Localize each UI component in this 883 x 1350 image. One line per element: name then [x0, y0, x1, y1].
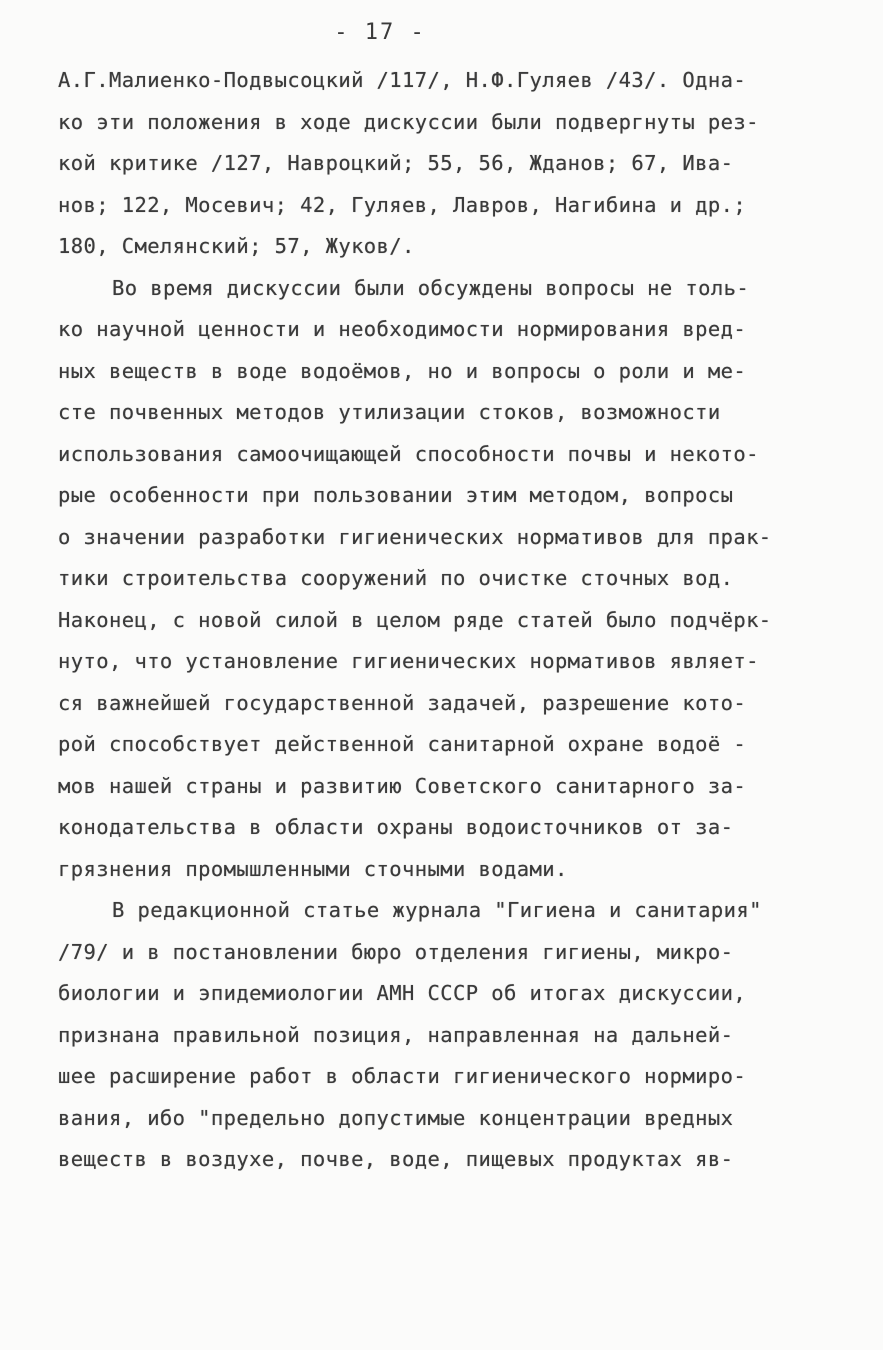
- text-line: А.Г.Малиенко-Подвысоцкий /117/, Н.Ф.Гуляев /43/. Одна-: [58, 68, 747, 92]
- text-line: использования самоочищающей способности почвы и некото-: [58, 441, 759, 466]
- text-line: ных веществ в воде водоёмов, но и вопросы о роли и ме-: [58, 358, 747, 383]
- body-text: [58, 60, 858, 1181]
- text-line: признана правильной позиция, направленная на дальней-: [58, 1022, 734, 1047]
- text-line: Во время дискуссии были обсуждены вопросы не толь-: [112, 275, 750, 300]
- text-line: рые особенности при пользовании этим методом, вопросы: [58, 483, 734, 507]
- text-line: тики строительства сооружений по очистке сточных вод.: [58, 566, 734, 590]
- paragraph-3: [58, 890, 858, 1181]
- text-line: ся важнейшей государственной задачей, разрешение кото-: [58, 690, 747, 715]
- text-line: Наконец, с новой силой в целом ряде статей было подчёрк-: [58, 607, 772, 632]
- text-line: шее расширение работ в области гигиенического нормиро-: [58, 1064, 747, 1088]
- text-line: мов нашей страны и развитию Советского санитарного за-: [58, 773, 747, 798]
- text-line: вания, ибо "предельно допустимые концентрации вредных: [58, 1105, 734, 1130]
- text-line: биологии и эпидемиологии АМН СССР об итогах дискуссии,: [58, 981, 747, 1005]
- text-line: веществ в воздухе, почве, воде, пищевых продуктах яв-: [58, 1147, 734, 1171]
- text-line: конодательства в области охраны водоисточников от за-: [58, 815, 734, 839]
- text-line: /79/ и в постановлении бюро отделения гигиены, микро-: [58, 939, 734, 964]
- text-line: кой критике /127, Навроцкий; 55, 56, Жданов; 67, Ива-: [58, 151, 734, 175]
- text-line: ко эти положения в ходе дискуссии были подвергнуты рез-: [58, 109, 759, 134]
- text-line: рой способствует действенной санитарной охране водоё -: [58, 732, 747, 756]
- paragraph-1: [58, 60, 858, 268]
- page-number: - 17 -: [334, 20, 426, 45]
- text-line: сте почвенных методов утилизации стоков, возможности: [58, 400, 721, 424]
- text-line: В редакционной статье журнала "Гигиена и санитария": [112, 898, 762, 922]
- text-line: о значении разработки гигиенических нормативов для прак-: [58, 524, 772, 549]
- paragraph-2: [58, 268, 858, 891]
- text-line: ко научной ценности и необходимости нормирования вред-: [58, 317, 747, 341]
- text-line: грязнения промышленными сточными водами.: [58, 856, 568, 881]
- text-line: нов; 122, Мосевич; 42, Гуляев, Лавров, Нагибина и др.;: [58, 192, 747, 217]
- text-line: 180, Смелянский; 57, Жуков/.: [58, 234, 415, 258]
- text-line: нуто, что установление гигиенических нормативов являет-: [58, 649, 759, 673]
